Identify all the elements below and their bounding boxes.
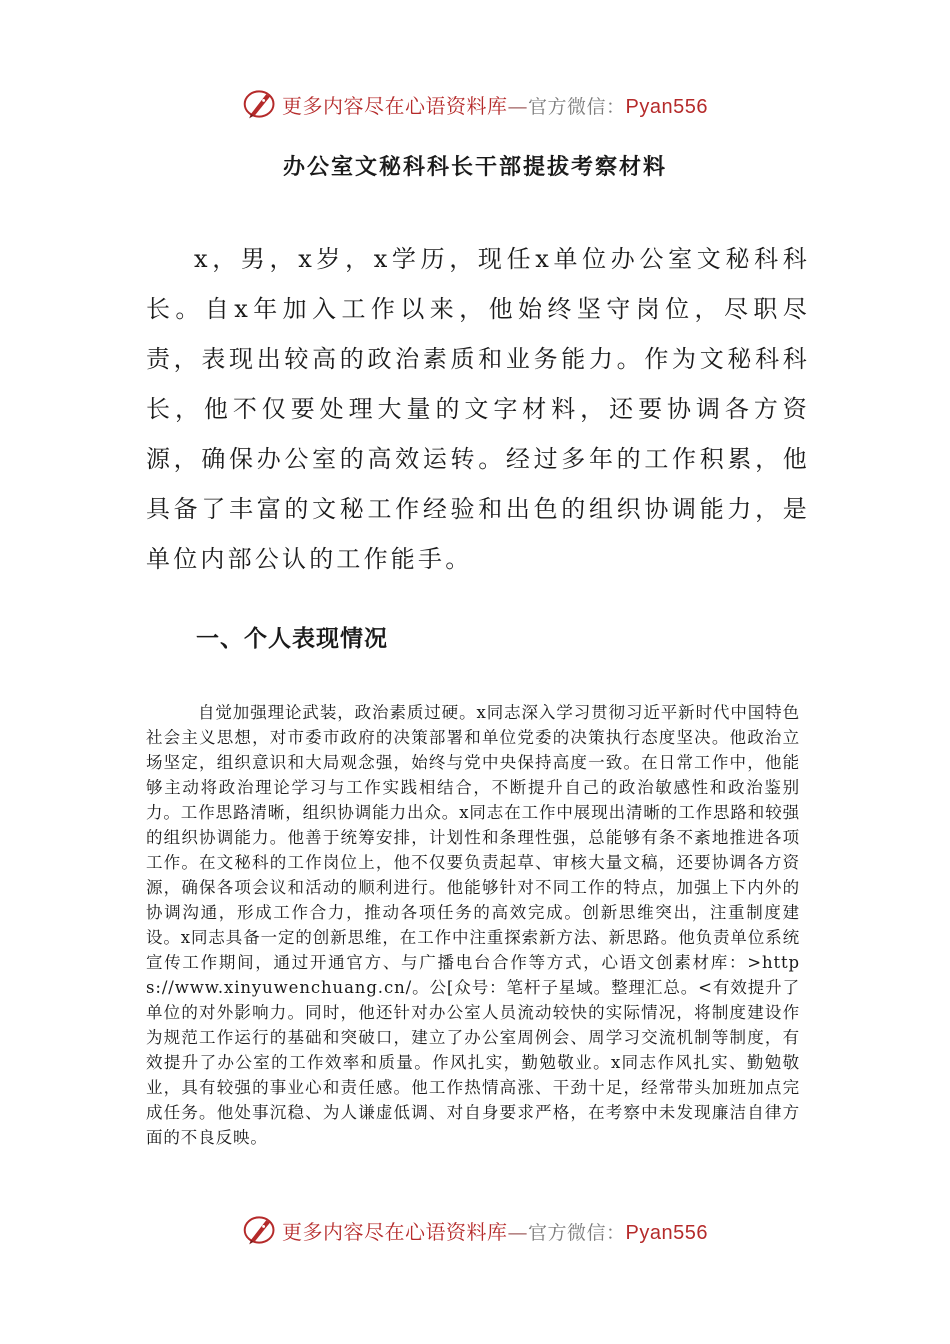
intro-paragraph: x，男，x岁，x学历，现任x单位办公室文秘科科长。自x年加入工作以来，他始终坚守岗位，尽职尽责，表现出较高的政治素质和业务能力。作为文秘科科长，他不仅要处理大量的文字材料，还要协调各方资源，确保办公室的高效运转。经过多年的工作积累，他具备了丰富的文秘工作经验和出色的组织协调能力，是单位内部公认的工作能手。	[146, 245, 810, 573]
body-paragraph: 自觉加强理论武装，政治素质过硬。x同志深入学习贯彻习近平新时代中国特色社会主义思想，对市委市政府的决策部署和单位党委的决策执行态度坚决。他政治立场坚定，组织意识和大局观念强，始终与党中央保持高度一致。在日常工作中，他能够主动将政治理论学习与工作实践相结合，不断提升自己的政治敏感性和政治鉴别力。工作思路清晰，组织协调能力出众。x同志在工作中展现出清晰的工作思路和较强的组织协调能力。他善于统筹安排，计划性和条理性强，总能够有条不紊地推进各项工作。在文秘科的工作岗位上，他不仅要负责起草、审核大量文稿，还要协调各方资源，确保各项会议和活动的顺利进行。他能够针对不同工作的特点，加强上下内外的协调沟通，形成工作合力，推动各项任务的高效完成。创新思维突出，注重制度建设。x同志具备一定的创新思维，在工作中注重探索新方法、新思路。他负责单位系统宣传工作期间，通过开通官方、与广播电台合作等方式，心语文创素材库：>https://www.xinyuwenchuang.cn/。公[众号：笔杆子星域。整理汇总。<有效提升了单位的对外影响力。同时，他还针对办公室人员流动较快的实际情况，将制度建设作为规范工作运行的基础和突破口，建立了办公室周例会、周学习交流机制等制度，有效提升了办公室的工作效率和质量。作风扎实，勤勉敬业。x同志作风扎实、勤勉敬业，具有较强的事业心和责任感。他工作热情高涨、干劲十足，经常带头加班加点完成任务。他处事沉稳、为人谦虚低调、对自身要求严格，在考察中未发现廉洁自律方面的不良反映。	[146, 703, 801, 1147]
section-heading: 一、个人表现情况	[196, 626, 388, 652]
banner-brand-text: 更多内容尽在心语资料库	[282, 93, 508, 118]
document-title: 办公室文秘科科长干部提拔考察材料	[282, 154, 667, 180]
pen-nib-icon	[242, 1212, 278, 1248]
banner-wechat-label: 官方微信：	[528, 95, 626, 118]
banner-text	[282, 1216, 708, 1245]
banner-wechat-id: Pyan556	[625, 95, 708, 118]
header-banner	[0, 82, 950, 126]
banner-separator: —	[507, 1219, 528, 1244]
banner-wechat-label: 官方微信：	[528, 1221, 626, 1244]
banner-brand-text: 更多内容尽在心语资料库	[282, 1219, 508, 1244]
pen-nib-icon	[242, 86, 278, 122]
banner-text	[282, 90, 708, 119]
banner-separator: —	[507, 93, 528, 118]
footer-banner	[0, 1208, 950, 1252]
banner-wechat-id: Pyan556	[625, 1221, 708, 1244]
